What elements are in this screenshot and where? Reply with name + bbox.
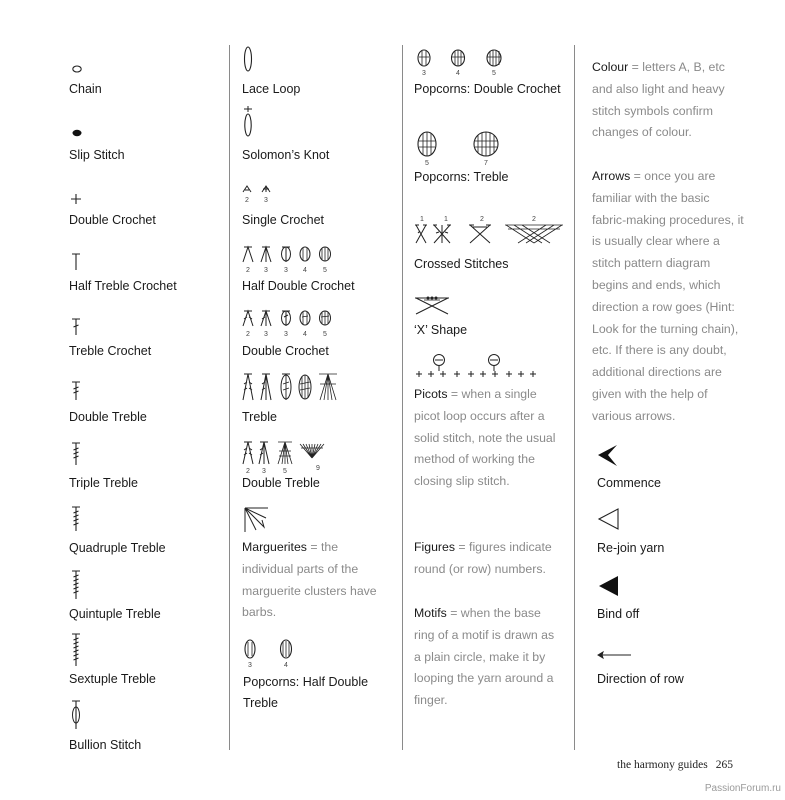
motifs-heading: Motifs bbox=[414, 606, 447, 620]
stitch-count-number: 5 bbox=[425, 160, 429, 167]
symbol-label-solomons-knot: Solomon’s Knot bbox=[242, 148, 330, 162]
symbol-label-popcorn-hdt: Popcorns: Half Double Treble bbox=[243, 675, 369, 710]
half-double-crochet-icon bbox=[242, 245, 342, 273]
symbol-label-rejoin-yarn: Re-join yarn bbox=[597, 541, 665, 555]
symbol-label-double-crochet-cluster: Double Crochet bbox=[242, 344, 329, 358]
picots-heading: Picots bbox=[414, 387, 448, 401]
arrows-heading: Arrows bbox=[592, 169, 631, 183]
treble-icon bbox=[70, 318, 82, 336]
stitch-count-number: 3 bbox=[264, 267, 268, 274]
double-treble-icon bbox=[70, 381, 82, 401]
motifs-text: = when the base ring of a motif is drawn as a plain circle, make it by looping the yarn around a finger. bbox=[414, 606, 555, 708]
symbol-label-direction: Direction of row bbox=[597, 672, 684, 686]
stitch-count-number: 4 bbox=[303, 267, 307, 274]
column-rule-3 bbox=[574, 45, 575, 750]
commence-arrow-icon bbox=[597, 444, 619, 468]
treble-cluster-icon bbox=[242, 372, 342, 402]
stitch-count-number: 9 bbox=[316, 465, 320, 472]
colour-text: = letters A, B, etc and also light and heavy stitch symbols confirm changes of colour. bbox=[592, 60, 725, 140]
marguerites-heading: Marguerites bbox=[242, 540, 307, 554]
symbol-label-x-shape: ‘X’ Shape bbox=[414, 323, 468, 337]
symbol-label-treble-cluster: Treble bbox=[242, 410, 277, 424]
quadruple-treble-icon bbox=[70, 506, 82, 532]
stitch-count-number: 1 bbox=[420, 216, 424, 223]
figures-note bbox=[414, 537, 559, 581]
stitch-count-number: 1 bbox=[444, 216, 448, 223]
stitch-count-number: 3 bbox=[248, 662, 252, 669]
symbol-label-bind-off: Bind off bbox=[597, 607, 640, 621]
triple-treble-icon bbox=[70, 442, 82, 466]
single-crochet-icon bbox=[242, 182, 292, 204]
quintuple-treble-icon bbox=[70, 570, 82, 600]
stitch-count-number: 4 bbox=[303, 331, 307, 338]
stitch-count-number: 3 bbox=[262, 468, 266, 475]
symbol-label-popcorn-treble: Popcorns: Treble bbox=[414, 170, 509, 184]
picots-note bbox=[414, 384, 559, 493]
popcorn-double-crochet-icon bbox=[414, 48, 514, 76]
marguerite-icon bbox=[242, 506, 270, 534]
symbol-label-sextuple-treble: Sextuple Treble bbox=[69, 672, 156, 686]
double-treble-cluster-icon bbox=[242, 440, 342, 474]
x-shape-icon bbox=[414, 294, 454, 316]
stitch-count-number: 2 bbox=[246, 267, 250, 274]
symbol-label-double-treble: Double Treble bbox=[69, 410, 147, 424]
marguerites-text: = the individual parts of the marguerite clusters have barbs. bbox=[242, 540, 377, 620]
motifs-note bbox=[414, 603, 559, 712]
symbol-label-double-treble-cluster: Double Treble bbox=[242, 476, 320, 490]
page-footer bbox=[617, 759, 733, 771]
symbol-label-half-double-crochet: Half Double Crochet bbox=[242, 279, 355, 293]
picots-text: = when a single picot loop occurs after a solid stitch, note the usual method of working the closing slip stitch. bbox=[414, 387, 556, 489]
colour-note bbox=[592, 57, 742, 144]
sextuple-treble-icon bbox=[70, 633, 82, 667]
stitch-count-number: 7 bbox=[484, 160, 488, 167]
stitch-count-number: 3 bbox=[284, 331, 288, 338]
marguerites-note bbox=[242, 537, 382, 624]
slip-stitch-icon bbox=[72, 128, 84, 138]
double-crochet-cluster-icon bbox=[242, 309, 342, 337]
stitch-count-number: 3 bbox=[264, 331, 268, 338]
half-treble-icon bbox=[70, 253, 82, 271]
stitch-count-number: 5 bbox=[323, 267, 327, 274]
bind-off-icon bbox=[597, 574, 621, 598]
arrows-text: = once you are familiar with the basic fabric-making procedures, it is usually clear where a stitch pattern diagram begins and ends, which direction a row goes (Hint: Look for the turning chain), etc. If there is any doubt, additional directions are given with the help of various arrows. bbox=[592, 169, 744, 423]
stitch-count-number: 5 bbox=[283, 468, 287, 475]
popcorn-treble-icon bbox=[414, 130, 514, 166]
symbol-label-quintuple-treble: Quintuple Treble bbox=[69, 607, 161, 621]
stitch-count-number: 2 bbox=[246, 468, 250, 475]
symbol-label-slip-stitch: Slip Stitch bbox=[69, 148, 125, 162]
double-crochet-icon bbox=[70, 193, 82, 205]
symbol-label-crossed-stitches: Crossed Stitches bbox=[414, 257, 509, 271]
stitch-count-number: 2 bbox=[246, 331, 250, 338]
direction-arrow-icon bbox=[597, 650, 633, 660]
page-number: 265 bbox=[715, 759, 733, 771]
footer-title: the harmony guides bbox=[617, 759, 708, 771]
symbol-label-quadruple-treble: Quadruple Treble bbox=[69, 541, 166, 555]
symbol-label-popcorn-dc: Popcorns: Double Crochet bbox=[414, 82, 561, 96]
bullion-stitch-icon bbox=[70, 700, 82, 730]
figures-heading: Figures bbox=[414, 540, 456, 554]
symbol-label-chain: Chain bbox=[69, 82, 102, 96]
stitch-count-number: 2 bbox=[480, 216, 484, 223]
crossed-stitches-icon bbox=[414, 213, 564, 247]
lace-loop-icon bbox=[242, 45, 254, 73]
chain-icon bbox=[72, 64, 84, 74]
rejoin-yarn-icon bbox=[597, 507, 621, 531]
stitch-count-number: 5 bbox=[323, 331, 327, 338]
stitch-count-number: 2 bbox=[532, 216, 536, 223]
stitch-count-number: 5 bbox=[492, 70, 496, 77]
stitch-count-number: 2 bbox=[245, 197, 249, 204]
symbol-label-half-treble: Half Treble Crochet bbox=[69, 279, 177, 293]
stitch-count-number: 3 bbox=[264, 197, 268, 204]
colour-heading: Colour bbox=[592, 60, 629, 74]
stitch-count-number: 4 bbox=[456, 70, 460, 77]
symbol-label-treble: Treble Crochet bbox=[69, 344, 152, 358]
arrows-note bbox=[592, 166, 744, 428]
column-rule-1 bbox=[229, 45, 230, 750]
solomons-knot-icon bbox=[242, 106, 254, 138]
symbol-label-lace-loop: Lace Loop bbox=[242, 82, 301, 96]
stitch-count-number: 3 bbox=[284, 267, 288, 274]
picot-icon bbox=[414, 352, 539, 380]
symbol-label-double-crochet: Double Crochet bbox=[69, 213, 156, 227]
stitch-count-number: 4 bbox=[284, 662, 288, 669]
symbol-label-commence: Commence bbox=[597, 476, 661, 490]
symbol-label-bullion-stitch: Bullion Stitch bbox=[69, 738, 142, 752]
column-rule-2 bbox=[402, 45, 403, 750]
stitch-count-number: 3 bbox=[422, 70, 426, 77]
figures-text: = figures indicate round (or row) numbers. bbox=[414, 540, 552, 576]
symbol-label-triple-treble: Triple Treble bbox=[69, 476, 139, 490]
symbol-label-single-crochet: Single Crochet bbox=[242, 213, 324, 227]
watermark: PassionForum.ru bbox=[704, 783, 781, 794]
popcorn-half-double-treble-icon bbox=[242, 638, 302, 668]
